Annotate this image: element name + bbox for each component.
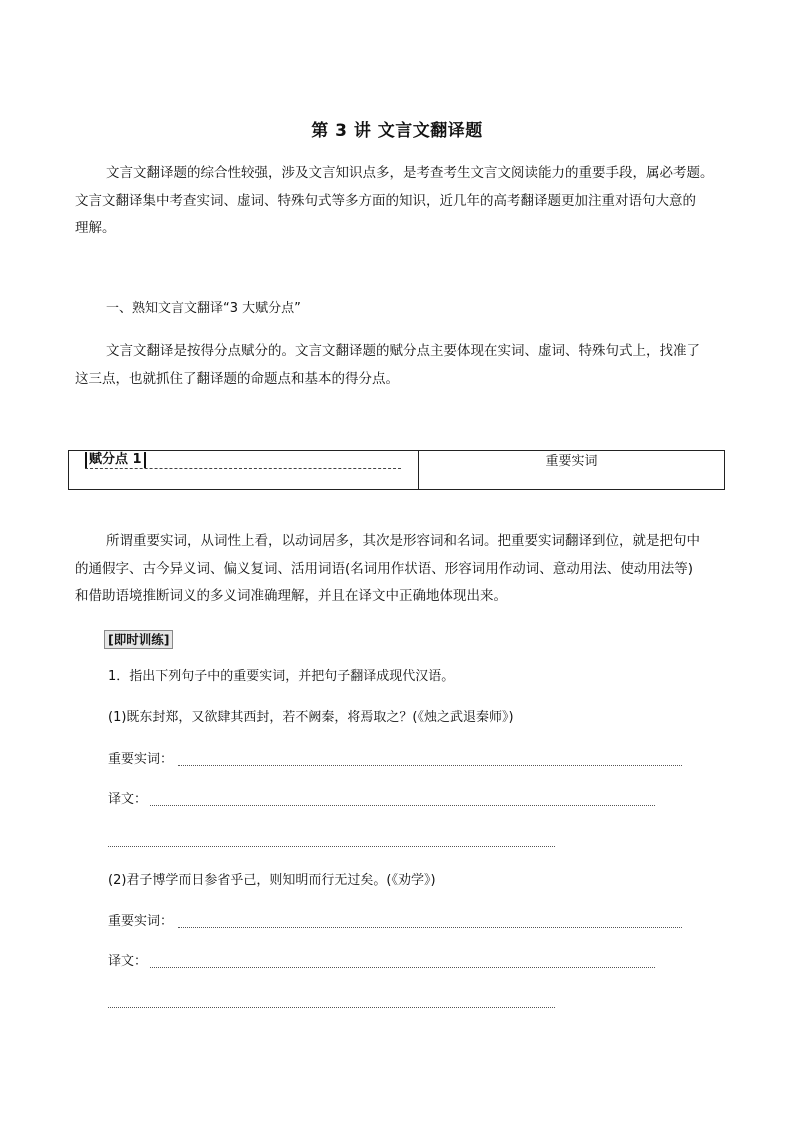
explain-line-1: 所谓重要实词，从词性上看，以动词居多，其次是形容词和名词。把重要实词翻译到位，就是把句中 xyxy=(106,533,700,549)
section-heading: 一、熟知文言文翻译“3 大赋分点” xyxy=(106,301,301,316)
question-2-sentence: (2)君子博学而日参省乎己，则知明而行无过矣。(《劝学》) xyxy=(108,873,436,888)
question-2-translation-answer-line-2[interactable] xyxy=(108,1007,555,1008)
question-2-keyword-label: 重要实词： xyxy=(108,914,174,929)
training-tag: [即时训练] xyxy=(104,630,173,649)
section-paragraph xyxy=(75,338,725,393)
question-1-translation-label: 译文： xyxy=(108,792,148,807)
question-1-sentence: (1)既东封郑，又欲肆其西封，若不阙秦，将焉取之？(《烛之武退秦师》) xyxy=(108,710,514,725)
question-1-translation-answer-line-2[interactable] xyxy=(108,846,555,847)
section-line-2: 这三点，也就抓住了翻译题的命题点和基本的得分点。 xyxy=(75,370,399,387)
page-title: 第 3 讲 文言文翻译题 xyxy=(311,121,483,141)
question-2-keyword-answer-line[interactable] xyxy=(178,927,682,928)
scoring-point-table xyxy=(68,450,725,490)
training-instruction: 1．指出下列句子中的重要实词，并把句子翻译成现代汉语。 xyxy=(108,669,455,684)
intro-paragraph xyxy=(75,160,725,243)
explain-line-3: 和借助语境推断词义的多义词准确理解，并且在译文中正确地体现出来。 xyxy=(75,588,507,604)
dashed-underline xyxy=(85,468,401,469)
scoring-point-label-cell xyxy=(69,451,419,489)
explain-paragraph xyxy=(75,528,725,611)
scoring-point-label: 赋分点 1 xyxy=(85,452,146,468)
section-line-1: 文言文翻译是按得分点赋分的。文言文翻译题的赋分点主要体现在实词、虚词、特殊句式上，找准了 xyxy=(106,343,700,359)
intro-line-3: 理解。 xyxy=(75,220,116,236)
question-1-keyword-answer-line[interactable] xyxy=(178,765,682,766)
question-1-translation-answer-line[interactable] xyxy=(150,805,655,806)
question-2-translation-label: 译文： xyxy=(108,954,148,969)
intro-line-1: 文言文翻译题的综合性较强，涉及文言知识点多，是考查考生文言文阅读能力的重要手段，属必考题。 xyxy=(106,165,714,181)
question-1-keyword-label: 重要实词： xyxy=(108,752,174,767)
question-2-translation-answer-line[interactable] xyxy=(150,967,655,968)
intro-line-2: 文言文翻译集中考查实词、虚词、特殊句式等多方面的知识，近几年的高考翻译题更加注重对语句大意的 xyxy=(75,192,696,209)
scoring-point-value: 重要实词 xyxy=(545,454,598,469)
explain-line-2: 的通假字、古今异义词、偏义复词、活用词语(名词用作状语、形容词用作动词、意动用法、使动用法等) xyxy=(75,560,694,577)
